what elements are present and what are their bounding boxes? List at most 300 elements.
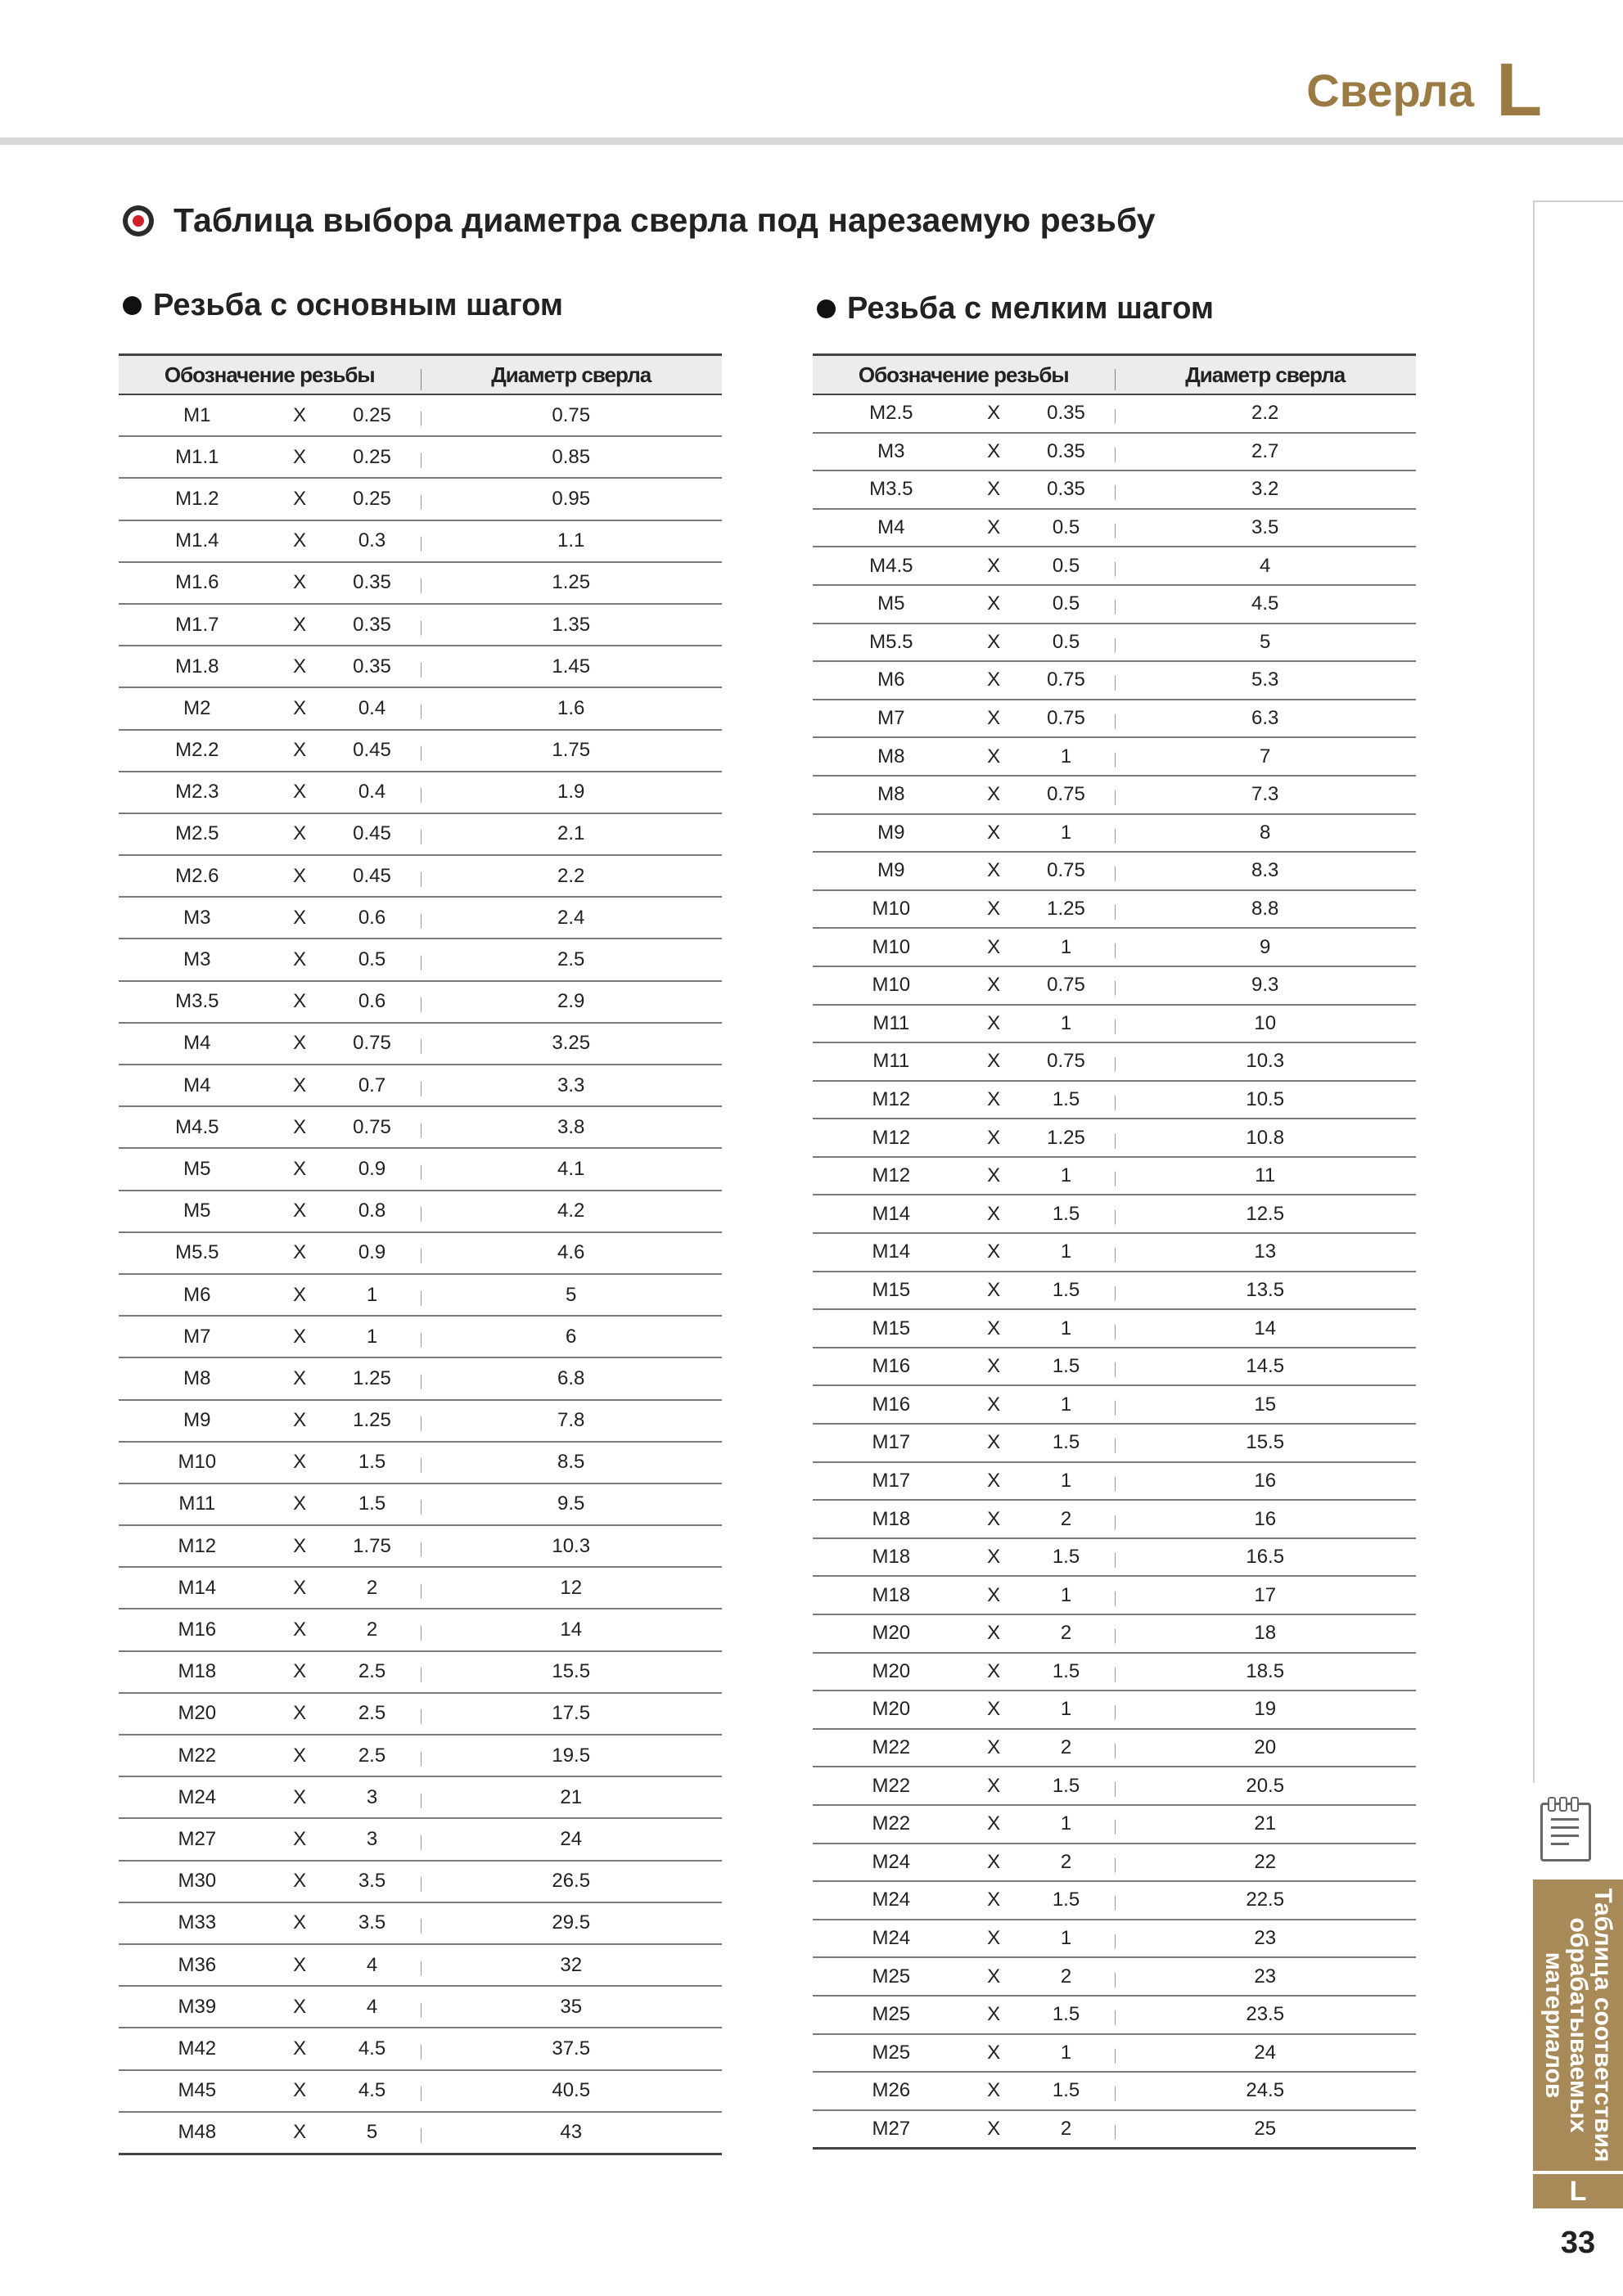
thread-size: M14 (872, 1240, 911, 1263)
drill-diameter: 14 (1254, 1317, 1277, 1339)
table-row (119, 1233, 722, 1275)
drill-diameter: 10.3 (1246, 1050, 1285, 1073)
table-row (119, 939, 722, 981)
thread-size: M12 (178, 1534, 217, 1557)
table-row (119, 1862, 722, 1903)
table-row (119, 1777, 722, 1819)
column-separator (1115, 1705, 1116, 1720)
times-sign: X (987, 1317, 1001, 1339)
thread-size: M6 (877, 669, 905, 691)
thread-size: M12 (872, 1164, 911, 1187)
times-sign: X (987, 592, 1001, 615)
col-thread-header: Обозначение резьбы (164, 362, 375, 387)
pitch: 0.4 (358, 696, 386, 719)
thread-size: M12 (872, 1126, 911, 1149)
table-row (813, 395, 1416, 434)
drill-diameter: 0.75 (552, 403, 591, 426)
column-separator (1115, 1362, 1116, 1377)
drill-diameter: 22 (1254, 1850, 1277, 1873)
times-sign: X (987, 2041, 1001, 2064)
table-row (813, 1501, 1416, 1539)
column-separator (1115, 828, 1116, 843)
column-separator (1115, 1629, 1116, 1644)
column-separator (421, 1416, 422, 1431)
column-separator (1115, 1209, 1116, 1224)
drill-diameter: 14 (560, 1618, 583, 1641)
table-row (119, 437, 722, 479)
column-separator (1115, 1096, 1116, 1110)
thread-size: M14 (872, 1202, 911, 1225)
drill-diameter: 18.5 (1246, 1659, 1285, 1682)
times-sign: X (293, 1995, 307, 2018)
thread-size: M20 (178, 1702, 217, 1725)
drill-diameter: 23 (1254, 1965, 1277, 1988)
times-sign: X (987, 1774, 1001, 1797)
drill-diameter: 17.5 (552, 1702, 591, 1725)
pitch: 0.75 (1047, 707, 1085, 730)
column-separator (421, 662, 422, 677)
thread-size: M20 (872, 1698, 911, 1721)
thread-size: M25 (872, 1965, 911, 1988)
drill-diameter: 23 (1254, 1927, 1277, 1950)
thread-size: M8 (877, 783, 905, 806)
times-sign: X (987, 707, 1001, 730)
times-sign: X (987, 1393, 1001, 1416)
times-sign: X (293, 1534, 307, 1557)
thread-size: M9 (877, 859, 905, 882)
drill-diameter: 3.3 (557, 1074, 585, 1096)
side-frame (1533, 200, 1623, 1783)
times-sign: X (987, 1469, 1001, 1492)
thread-size: M5 (877, 592, 905, 615)
table-row (119, 1652, 722, 1694)
times-sign: X (293, 1827, 307, 1850)
column-separator (1115, 1744, 1116, 1758)
pitch: 1 (366, 1325, 378, 1348)
drill-diameter: 20 (1254, 1736, 1277, 1759)
notebook-icon[interactable] (1540, 1803, 1591, 1862)
pitch: 0.35 (1047, 439, 1085, 462)
column-separator (421, 2128, 422, 2143)
pitch: 1 (1060, 2041, 1072, 2064)
table-row (119, 395, 722, 437)
drill-diameter: 4 (1260, 554, 1271, 577)
table-row (119, 1903, 722, 1945)
thread-size: M2.5 (869, 402, 913, 425)
drill-diameter: 29.5 (552, 1911, 591, 1934)
table-row (813, 1310, 1416, 1348)
column-separator (421, 411, 422, 425)
times-sign: X (293, 1744, 307, 1767)
thread-size: M3.5 (175, 990, 219, 1013)
drill-diameter: 8.3 (1251, 859, 1279, 882)
table-row (119, 563, 722, 605)
column-separator (421, 2002, 422, 2017)
drill-diameter: 7.3 (1251, 783, 1279, 806)
thread-size: M11 (178, 1492, 216, 1515)
pitch: 1 (1060, 935, 1072, 958)
table-row (813, 1920, 1416, 1959)
pitch: 4.5 (358, 2079, 386, 2102)
thread-size: M17 (872, 1431, 911, 1454)
thread-size: M24 (872, 1889, 911, 1911)
column-separator (421, 1249, 422, 1263)
times-sign: X (293, 1409, 307, 1432)
side-tab-text (1533, 1880, 1623, 2171)
drill-diameter: 1.6 (557, 696, 585, 719)
pitch: 0.7 (358, 1074, 386, 1096)
times-sign: X (293, 1576, 307, 1599)
table-row (813, 471, 1416, 510)
pitch: 2 (366, 1576, 378, 1599)
times-sign: X (987, 1965, 1001, 1988)
header-title: Сверла (1306, 65, 1474, 116)
times-sign: X (293, 1074, 307, 1096)
column-separator (1115, 2010, 1116, 2025)
drill-diameter: 3.5 (1251, 516, 1279, 539)
drill-diameter: 2.5 (557, 948, 585, 971)
table-row (813, 1425, 1416, 1463)
thread-size: M24 (178, 1785, 217, 1808)
pitch: 3.5 (358, 1911, 386, 1934)
pitch: 2 (1060, 1736, 1072, 1759)
drill-diameter: 37.5 (552, 2037, 591, 2060)
times-sign: X (293, 1870, 307, 1893)
column-separator (421, 1877, 422, 1892)
table-row (813, 1958, 1416, 1997)
table-row (813, 929, 1416, 967)
column-separator (1115, 1857, 1116, 1872)
drill-diameter: 8.8 (1251, 898, 1279, 921)
drill-diameter: 14.5 (1246, 1355, 1285, 1378)
pitch: 1.5 (358, 1451, 386, 1474)
times-sign: X (987, 1812, 1001, 1835)
table-row (119, 856, 722, 898)
pitch: 0.6 (358, 990, 386, 1013)
drill-diameter: 5.3 (1251, 669, 1279, 691)
side-tab-label: Таблица соответствия обрабатываемых материалов (1540, 1888, 1616, 2163)
pitch: 0.25 (353, 403, 391, 426)
times-sign: X (293, 1702, 307, 1725)
drill-diameter: 9.3 (1251, 974, 1279, 997)
pitch: 1.5 (1052, 1278, 1080, 1301)
pitch: 3.5 (358, 1870, 386, 1893)
pitch: 0.45 (353, 822, 391, 845)
pitch: 0.75 (1047, 859, 1085, 882)
times-sign: X (293, 2121, 307, 2144)
column-separator (1115, 600, 1116, 615)
pitch: 0.25 (353, 487, 391, 510)
times-sign: X (987, 1546, 1001, 1569)
header-divider (0, 137, 1623, 145)
times-sign: X (987, 1622, 1001, 1645)
drill-diameter: 35 (560, 1995, 583, 2018)
table-row (813, 1463, 1416, 1501)
column-separator (421, 1626, 422, 1641)
pitch: 0.75 (1047, 1050, 1085, 1073)
pitch: 0.35 (1047, 402, 1085, 425)
drill-diameter: 6.8 (557, 1366, 585, 1389)
drill-diameter: 10 (1254, 1011, 1277, 1034)
times-sign: X (987, 1736, 1001, 1759)
drill-diameter: 15.5 (552, 1660, 591, 1683)
drill-diameter: 15 (1254, 1393, 1277, 1416)
pitch: 4 (366, 1995, 378, 2018)
times-sign: X (293, 1953, 307, 1976)
page-number: 33 (1560, 2226, 1596, 2260)
times-sign: X (293, 1115, 307, 1138)
thread-size: M18 (872, 1583, 911, 1606)
column-separator (421, 746, 422, 761)
table-row (119, 1275, 722, 1317)
pitch: 2 (1060, 2118, 1072, 2141)
table-row (119, 688, 722, 730)
column-separator (1115, 981, 1116, 996)
drill-diameter: 12.5 (1246, 1202, 1285, 1225)
column-separator (1115, 1820, 1116, 1835)
column-separator (421, 1375, 422, 1389)
table-row (119, 814, 722, 856)
column-separator (1115, 867, 1116, 881)
pitch: 2.5 (358, 1744, 386, 1767)
drill-diameter: 4.2 (557, 1200, 585, 1222)
pitch: 1.25 (353, 1366, 391, 1389)
table-row (813, 777, 1416, 815)
times-sign: X (987, 1431, 1001, 1454)
times-sign: X (987, 1087, 1001, 1110)
drill-diameter: 18 (1254, 1622, 1277, 1645)
pitch: 1.5 (1052, 1889, 1080, 1911)
drill-diameter: 17 (1254, 1583, 1277, 1606)
times-sign: X (987, 2079, 1001, 2102)
table-row (813, 1348, 1416, 1387)
thread-size: M1.4 (175, 529, 219, 552)
times-sign: X (293, 1200, 307, 1222)
thread-size: M27 (872, 2118, 911, 2141)
table-row (813, 1082, 1416, 1120)
table-row (813, 2111, 1416, 2148)
table-row (813, 700, 1416, 739)
column-separator (1115, 790, 1116, 805)
times-sign: X (987, 439, 1001, 462)
table-body (813, 395, 1416, 2147)
thread-size: M5.5 (869, 630, 913, 653)
pitch: 0.75 (1047, 783, 1085, 806)
thread-size: M42 (178, 2037, 217, 2060)
drill-diameter: 24 (560, 1827, 583, 1850)
basic-heading (123, 288, 563, 323)
times-sign: X (293, 864, 307, 887)
table-row (119, 1694, 722, 1736)
pitch: 1.25 (1047, 1126, 1085, 1149)
times-sign: X (987, 478, 1001, 501)
pitch: 0.5 (1052, 554, 1080, 577)
thread-size: M26 (872, 2079, 911, 2102)
times-sign: X (293, 1157, 307, 1180)
thread-size: M9 (183, 1409, 211, 1432)
table-row (813, 662, 1416, 700)
times-sign: X (987, 1659, 1001, 1682)
column-separator (1115, 561, 1116, 576)
times-sign: X (293, 1283, 307, 1306)
times-sign: X (987, 402, 1001, 425)
thread-size: M1 (183, 403, 211, 426)
pitch: 0.75 (353, 1115, 391, 1138)
table-row (813, 434, 1416, 472)
pitch: 2 (1060, 1850, 1072, 1873)
drill-diameter: 13.5 (1246, 1278, 1285, 1301)
thread-size: M5 (183, 1157, 211, 1180)
column-separator (1115, 943, 1116, 957)
times-sign: X (987, 2003, 1001, 2026)
times-sign: X (987, 630, 1001, 653)
column-separator (421, 1039, 422, 1054)
table-row (119, 521, 722, 563)
drill-diameter: 1.25 (552, 571, 591, 594)
drill-diameter: 7 (1260, 745, 1271, 768)
times-sign: X (293, 571, 307, 594)
table-header (119, 356, 722, 395)
fine-heading (817, 291, 1214, 326)
thread-size: M18 (178, 1660, 217, 1683)
pitch: 0.75 (1047, 669, 1085, 691)
column-separator (1115, 1057, 1116, 1072)
table-row (813, 815, 1416, 853)
column-separator (1115, 1972, 1116, 1987)
table-row (813, 547, 1416, 586)
times-sign: X (987, 516, 1001, 539)
column-separator (421, 1332, 422, 1347)
pitch: 3 (366, 1827, 378, 1850)
table-row (119, 2071, 722, 2113)
times-sign: X (293, 822, 307, 845)
drill-diameter: 3.8 (557, 1115, 585, 1138)
pitch: 1 (1060, 1393, 1072, 1416)
column-separator (421, 1709, 422, 1724)
column-separator (1115, 1781, 1116, 1796)
column-separator (421, 788, 422, 803)
times-sign: X (987, 1927, 1001, 1950)
table-row (813, 1234, 1416, 1272)
thread-size: M15 (872, 1317, 911, 1339)
times-sign: X (293, 2037, 307, 2060)
fine-thread-table (813, 353, 1416, 2150)
column-separator (421, 620, 422, 635)
times-sign: X (293, 1492, 307, 1515)
col-thread-header: Обозначение резьбы (858, 362, 1069, 387)
times-sign: X (293, 1618, 307, 1641)
table-row (813, 1767, 1416, 1806)
drill-diameter: 8.5 (557, 1451, 585, 1474)
col-drill-header: Диаметр сверла (1115, 362, 1417, 388)
drill-diameter: 1.35 (552, 613, 591, 636)
table-row (119, 646, 722, 688)
pitch: 0.5 (358, 948, 386, 971)
times-sign: X (987, 1164, 1001, 1187)
column-separator (421, 1961, 422, 1975)
pitch: 0.25 (353, 445, 391, 468)
thread-size: M22 (872, 1812, 911, 1835)
times-sign: X (293, 990, 307, 1013)
thread-size: M3 (183, 948, 211, 971)
pitch: 0.75 (353, 1032, 391, 1055)
drill-diameter: 10.8 (1246, 1126, 1285, 1149)
drill-diameter: 4.6 (557, 1241, 585, 1264)
thread-size: M1.8 (175, 655, 219, 678)
drill-diameter: 19 (1254, 1698, 1277, 1721)
pitch: 2 (1060, 1965, 1072, 1988)
column-separator (421, 871, 422, 886)
thread-size: M1.1 (175, 445, 219, 468)
bullet-icon (817, 299, 836, 318)
times-sign: X (987, 669, 1001, 691)
table-row (119, 1568, 722, 1609)
drill-diameter: 9.5 (557, 1492, 585, 1515)
thread-size: M4.5 (175, 1115, 219, 1138)
drill-diameter: 4.5 (1251, 592, 1279, 615)
times-sign: X (987, 1507, 1001, 1530)
target-icon (123, 205, 154, 236)
section-title: Таблица выбора диаметра сверла под нарезаемую резьбу (174, 201, 1156, 239)
table-row (813, 510, 1416, 548)
column-separator (421, 1458, 422, 1473)
drill-diameter: 1.45 (552, 655, 591, 678)
column-separator (1115, 1286, 1116, 1301)
pitch: 0.35 (353, 655, 391, 678)
column-separator (1115, 1934, 1116, 1949)
thread-size: M20 (872, 1622, 911, 1645)
times-sign: X (293, 739, 307, 762)
times-sign: X (293, 1241, 307, 1264)
times-sign: X (987, 1202, 1001, 1225)
times-sign: X (987, 1011, 1001, 1034)
thread-size: M2.2 (175, 739, 219, 762)
table-row (813, 1577, 1416, 1615)
column-separator (421, 2087, 422, 2101)
table-header (813, 356, 1416, 395)
drill-diameter: 15.5 (1246, 1431, 1285, 1454)
column-separator (1115, 2087, 1116, 2101)
drill-diameter: 20.5 (1246, 1774, 1285, 1797)
pitch: 1 (1060, 745, 1072, 768)
table-row (119, 2113, 722, 2153)
times-sign: X (987, 1889, 1001, 1911)
column-separator (421, 1583, 422, 1598)
column-separator (1115, 1019, 1116, 1033)
column-separator (1115, 1896, 1116, 1911)
table-body (119, 395, 722, 2153)
column-separator (1115, 1553, 1116, 1568)
drill-diameter: 1.75 (552, 739, 591, 762)
thread-size: M14 (178, 1576, 217, 1599)
drill-diameter: 5 (1260, 630, 1271, 653)
times-sign: X (987, 1240, 1001, 1263)
pitch: 1 (1060, 1011, 1072, 1034)
pitch: 0.35 (1047, 478, 1085, 501)
pitch: 0.35 (353, 613, 391, 636)
drill-diameter: 3.25 (552, 1032, 591, 1055)
table-row (813, 1195, 1416, 1234)
times-sign: X (293, 655, 307, 678)
pitch: 1.5 (1052, 2079, 1080, 2102)
column-separator (1115, 409, 1116, 424)
table-row (813, 1272, 1416, 1311)
drill-diameter: 7.8 (557, 1409, 585, 1432)
times-sign: X (987, 1126, 1001, 1149)
table-row (119, 1484, 722, 1526)
table-row (813, 1158, 1416, 1196)
table-row (119, 1317, 722, 1358)
